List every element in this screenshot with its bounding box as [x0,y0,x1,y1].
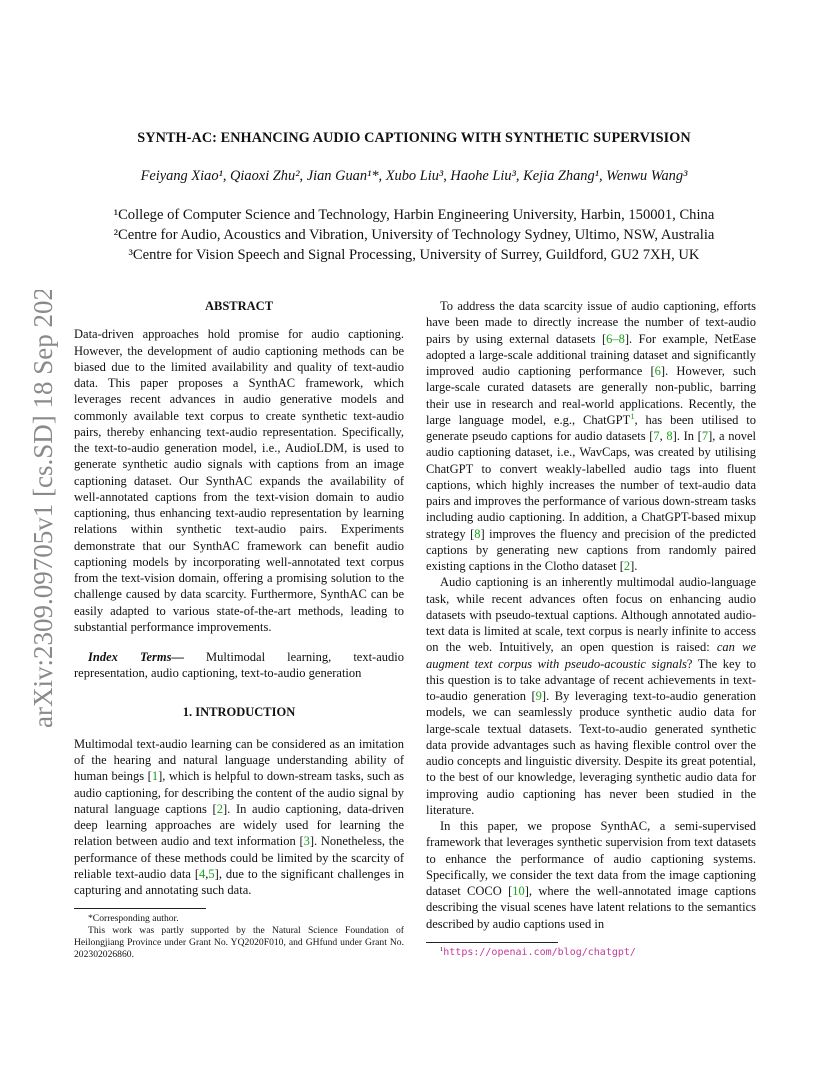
right-paragraph-2: Audio captioning is an inherently multimodal audio-language task, while recent advances often focus on enhancing audio datasets with pseudo-textual captions. Although annotated audio-text data is limited at scale, text corpus is nearly infinite to access on the web. Intuitively, an open question is raised: can we augment text corpus with pseudo-acoustic signals? The key to this question is to take advantage of recent achievements in text-to-audio generation [9]. By leveraging text-to-audio generation models, we can seamlessly produce synthetic audio data for large-scale textual datasets. Text-to-audio generated synthetic data provide advantages such as having flexible control over the audio concepts and linguistic diversity. Despite its great potential, to the best of our knowledge, leveraging synthetic audio data for improving audio captioning has never been studied in the literature. [426,575,756,817]
citation-link[interactable]: 4 [199,866,206,881]
index-terms-text: Multimodal learning, text-audio representation, audio captioning, text-to-audio generation [74,650,404,681]
footnote-funding: This work was partly supported by the Natural Science Foundation of Heilongjiang Province under Grant No. YQ2020F010, and GHfund under Grant No. 202302026860. [74,925,404,961]
footnote-mark: 1 [440,945,444,953]
chatgpt-url-link[interactable]: https://openai.com/blog/chatgpt/ [443,946,636,958]
research-question: can we augment text corpus with pseudo-acoustic signals [426,640,756,671]
left-column [74,298,404,961]
citation-link[interactable]: 2 [623,559,631,573]
paper-title: SYNTH-AC: ENHANCING AUDIO CAPTIONING WITH SYNTHETIC SUPERVISION [137,130,691,146]
arxiv-sidebar-stamp [21,290,61,730]
citation-link[interactable]: 9 [535,689,542,703]
citation-link[interactable]: 3 [303,834,310,849]
footnote-ref[interactable]: 1 [630,410,635,421]
footnote-corresponding: *Corresponding author. [88,913,179,925]
citation-link[interactable]: 7 [653,429,660,443]
arxiv-id-text: arXiv:2309.09705v1 [cs.SD] 18 Sep 2023 [28,290,58,728]
citation-link[interactable]: 1 [151,769,159,784]
index-terms-label: Index Terms— [88,650,184,664]
footnote-chatgpt [426,947,756,959]
author-list: Feiyang Xiao¹, Qiaoxi Zhu², Jian Guan¹*, Xubo Liu³, Haohe Liu³, Kejia Zhang¹, Wenwu Wang³ [140,168,688,184]
right-column [426,298,756,959]
right-paragraph-3: In this paper, we propose SynthAC, a semi-supervised framework that leverages synthetic supervision from text datasets to enhance the performance of audio captioning systems. Specifically, we consider the text data from the image captioning dataset COCO [10], where the well-annotated image captions describing the visual scenes have latent relations to the semantics described by audio captions used in [426,819,756,931]
citation-link[interactable]: 8 [474,526,481,541]
right-paragraph-1: To address the data scarcity issue of audio captioning, efforts have been made to directly increase the number of text-audio pairs by using external datasets [6–8]. For example, NetEase adopted a large-scale additional training dataset and significantly improved audio captioning performance [6]. However, such large-scale curated datasets are generally non-public, barring their use in research and real-world applications. Recently, the large language model, e.g., ChatGPT$^1$, has been utilised to generate pseudo captions for audio datasets [7, 8]. In [7], a novel audio captioning dataset, i.e., WavCaps, was created by utilising ChatGPT to convert weakly-labelled audio tags into fluent captions, which highly increases the number of text-audio data pairs and improves the performance of various down-stream tasks including audio captioning. In addition, a ChatGPT-based mixup strategy [8] improves the fluency and precision of the predicted captions by generating new captions from randomly paired existing captions in the Clotho dataset [2]. [426,299,757,573]
affiliation-3: ³Centre for Vision Speech and Signal Processing, University of Surrey, Guildford, GU2 7XH, UK [128,247,700,263]
footnote-rule [426,942,558,943]
intro-paragraph-1: Multimodal text-audio learning can be considered as an imitation of the hearing and natural language understanding ability of human beings [1], which is helpful to down-stream tasks, such as audio captioning, for describing the content of the audio signal by natural language captions [2]. In audio captioning, data-driven deep learning approaches are widely used for learning the relation between audio and text information [3]. Nonetheless, the performance of these methods could be limited by the scarcity of reliable text-audio data [4,5], due to the significant challenges in capturing and annotating such data. [74,736,405,897]
citation-link[interactable]: 8 [666,429,673,443]
citation-link[interactable]: 5 [208,866,215,881]
affiliations [0,205,828,265]
abstract-heading: ABSTRACT [204,299,274,313]
citation-link[interactable]: 2 [216,801,223,816]
citation-link[interactable]: 6–8 [606,331,625,346]
citation-link[interactable]: 7 [701,429,709,443]
index-terms [74,649,404,682]
affiliation-2: ²Centre for Audio, Acoustics and Vibration, University of Technology Sydney, Ultimo, NSW, Australia [113,227,715,243]
footnote-rule [74,908,206,909]
abstract-text: Data-driven approaches hold promise for audio captioning. However, the development of audio captioning methods can be biased due to the limited availability and quality of text-audio data. This paper proposes a SynthAC framework, which leverages recent advances in audio generative models and commonly available text corpus to create synthetic text-audio pairs, thereby enhancing text-audio representation. Specifically, the text-to-audio generation model, i.e., AudioLDM, is used to generate synthetic audio signals with captions from an image captioning dataset. Our SynthAC expands the availability of well-annotated captions from the text-vision domain to audio captioning, thus enhancing text-audio representation by learning relations within synthetic text-audio pairs. Experiments demonstrate that our SynthAC framework can benefit audio captioning models by incorporating well-annotated text corpus from the text-vision domain, offering a promising solution to the challenge caused by data scarcity. Furthermore, SynthAC can be easily adapted to various state-of-the-art methods, leading to substantial performance improvements. [74,327,404,634]
citation-link[interactable]: 10 [512,884,525,898]
arxiv-stamp-svg [21,290,61,730]
citation-link[interactable]: 6 [654,364,661,378]
intro-heading: 1. INTRODUCTION [182,704,296,719]
affiliation-1: ¹College of Computer Science and Technology, Harbin Engineering University, Harbin, 150001, China [113,207,715,223]
